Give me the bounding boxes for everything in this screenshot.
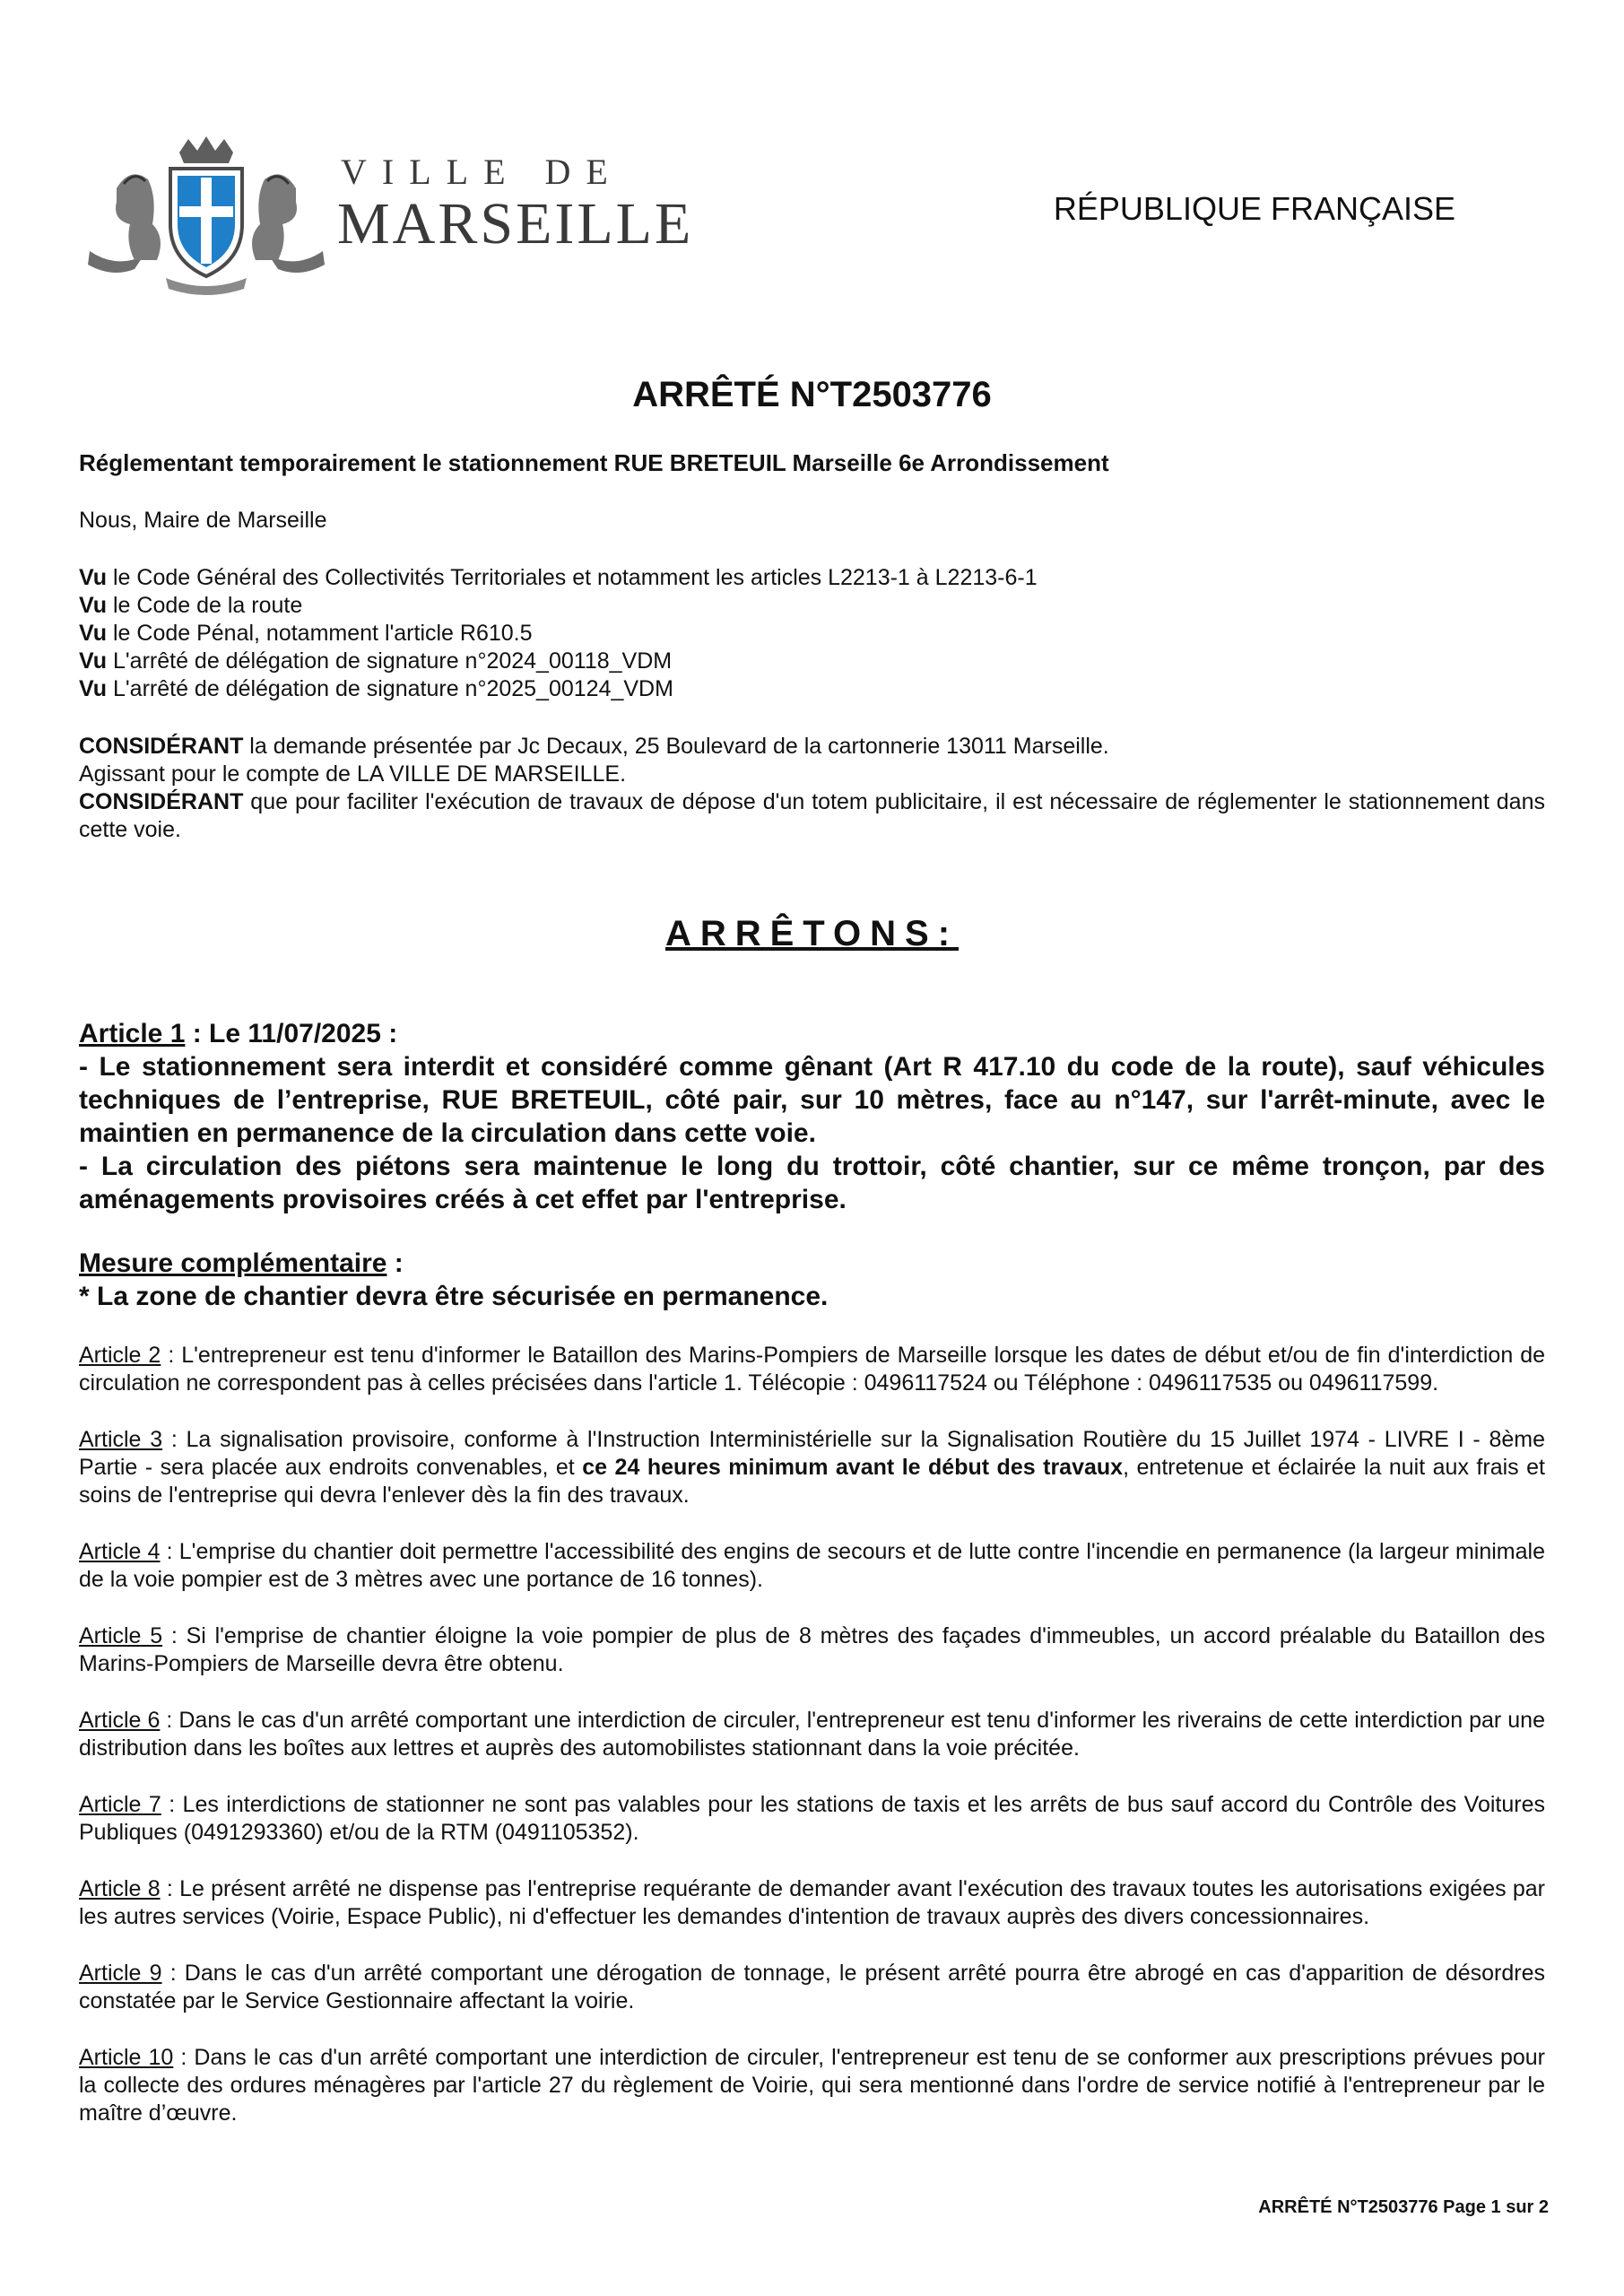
vu-list <box>79 564 1545 703</box>
article-9: Article 9 : Dans le cas d'un arrêté comportant une dérogation de tonnage, le présent arrêté pourra être abrogé en cas d'apparition de désordres constatée par le Service Gestionnaire affectant la voirie. <box>79 1961 1546 2013</box>
document-body <box>79 375 1545 2127</box>
article-4: Article 4 : L'emprise du chantier doit permettre l'accessibilité des engins de secours et de lutte contre l'incendie en permanence (la largeur minimale de la voie pompier est de 3 mètres avec une portance de 16 tonnes). <box>79 1539 1545 1592</box>
article-3: Article 3 : La signalisation provisoire, conforme à l'Instruction Interministérielle sur la Signalisation Routière du 15 Juillet 1974 - LIVRE I - 8ème Partie - sera placée aux endroits convenables, et ce 24 heures minimum avant le début des travaux, entretenue et éclairée la nuit aux frais et soins de l'entreprise qui devra l'enlever dès la fin des travaux. <box>79 1427 1546 1508</box>
mesure-label: Mesure complémentaire <box>79 1248 387 1278</box>
page-footer: ARRÊTÉ N°T2503776 Page 1 sur 2 <box>1258 2197 1549 2217</box>
article-1-label: Article 1 <box>79 1019 186 1048</box>
republique-francaise-header: RÉPUBLIQUE FRANÇAISE <box>1053 190 1455 227</box>
intro-line: Nous, Maire de Marseille <box>79 508 327 533</box>
considerant-2: CONSIDÉRANT que pour faciliter l'exécution de travaux de dépose d'un totem publicitaire, il est nécessaire de réglementer le stationnement dans cette voie. <box>79 789 1545 842</box>
mesure-complementaire: Mesure complémentaire : * La zone de chantier devra être sécurisée en permanence. <box>79 1247 1545 1313</box>
arretons-heading: ARRÊTONS: <box>664 914 960 953</box>
article-1-paragraph-1: - Le stationnement sera interdit et considéré comme gênant (Art R 417.10 du code de la route), sauf véhicules techniques de l’entreprise, RUE BRETEUIL, côté pair, sur 10 mètres, face au n°147, sur l'arrêt-minute, avec le maintien en permanence de la circulation dans cette voie. <box>79 1052 1545 1148</box>
article-1: Article 1 : Le 11/07/2025 : - Le stationnement sera interdit et considéré comme gênant (Art R 417.10 du code de la route), sauf véhicules techniques de l’entreprise, RUE BRETEUIL, côté pair, sur 10 mètres, face au n°147, sur l'arrêt-minute, avec le maintien en permanence de la circulation dans cette voie. - La circulation des piétons sera maintenue le long du trottoir, côté chantier, sur ce même tronçon, par des aménagements provisoires créés à cet effet par l'entreprise. <box>79 1019 1545 1214</box>
vu-item: Vu le Code Pénal, notamment l'article R610.5 <box>79 621 533 646</box>
mesure-text: * La zone de chantier devra être sécurisée en permanence. <box>79 1282 829 1311</box>
article-1-paragraph-2: - La circulation des piétons sera maintenue le long du trottoir, côté chantier, sur ce même tronçon, par des aménagements provisoires créés à cet effet par l'entreprise. <box>79 1152 1545 1214</box>
document-title: ARRÊTÉ N°T2503776 <box>632 375 992 414</box>
marseille-coat-of-arms-icon <box>81 135 332 296</box>
vu-item: Vu L'arrêté de délégation de signature n°2025_00124_VDM <box>79 676 673 701</box>
logo-text-marseille: MARSEILLE <box>337 191 694 257</box>
article-8: Article 8 : Le présent arrêté ne dispense pas l'entreprise requérante de demander avant l'exécution des travaux toutes les autorisations exigées par les autres services (Voirie, Espace Public), ni d'effectuer les demandes d'intention de travaux auprès des divers concessionnaires. <box>79 1876 1545 1929</box>
considerant-block <box>79 733 1545 844</box>
vu-item: Vu le Code de la route <box>79 593 303 618</box>
article-5: Article 5 : Si l'emprise de chantier éloigne la voie pompier de plus de 8 mètres des façades d'immeubles, un accord préalable du Bataillon des Marins-Pompiers de Marseille devra être obtenu. <box>79 1623 1545 1676</box>
article-6: Article 6 : Dans le cas d'un arrêté comportant une interdiction de circuler, l'entrepreneur est tenu d'informer les riverains de cette interdiction par une distribution dans les boîtes aux lettres et auprès des automobilistes stationnant dans la voie précitée. <box>79 1708 1545 1761</box>
agissant-line: Agissant pour le compte de LA VILLE DE MARSEILLE. <box>79 761 627 787</box>
logo-text-ville-de: VILLE DE <box>341 152 623 192</box>
vu-item: Vu L'arrêté de délégation de signature n°2024_00118_VDM <box>79 648 673 674</box>
ville-de-marseille-logo <box>81 135 694 296</box>
article-2: Article 2 : L'entrepreneur est tenu d'informer le Bataillon des Marins-Pompiers de Marseille lorsque les dates de début et/ou de fin d'interdiction de circulation ne correspondent pas à celles précisées dans l'article 1. Télécopie : 0496117524 ou Téléphone : 0496117535 ou 0496117599. <box>79 1343 1546 1396</box>
considerant-1: CONSIDÉRANT la demande présentée par Jc Decaux, 25 Boulevard de la cartonnerie 13011 Marseille. <box>79 734 1109 759</box>
document-subtitle: Réglementant temporairement le stationnement RUE BRETEUIL Marseille 6e Arrondissement <box>79 449 1109 476</box>
article-10: Article 10 : Dans le cas d'un arrêté comportant une interdiction de circuler, l'entrepreneur est tenu de se conformer aux prescriptions prévues pour la collecte des ordures ménagères par l'article 27 du règlement de Voirie, qui sera mentionné dans l'ordre de service notifié à l'entrepreneur par le maître d’œuvre. <box>79 2045 1545 2126</box>
article-7: Article 7 : Les interdictions de stationner ne sont pas valables pour les stations de taxis et les arrêts de bus sauf accord du Contrôle des Voitures Publiques (0491293360) et/ou de la RTM (0491105352). <box>79 1792 1545 1845</box>
vu-item: Vu le Code Général des Collectivités Territoriales et notamment les articles L2213-1 à L2213-6-1 <box>79 565 1038 590</box>
